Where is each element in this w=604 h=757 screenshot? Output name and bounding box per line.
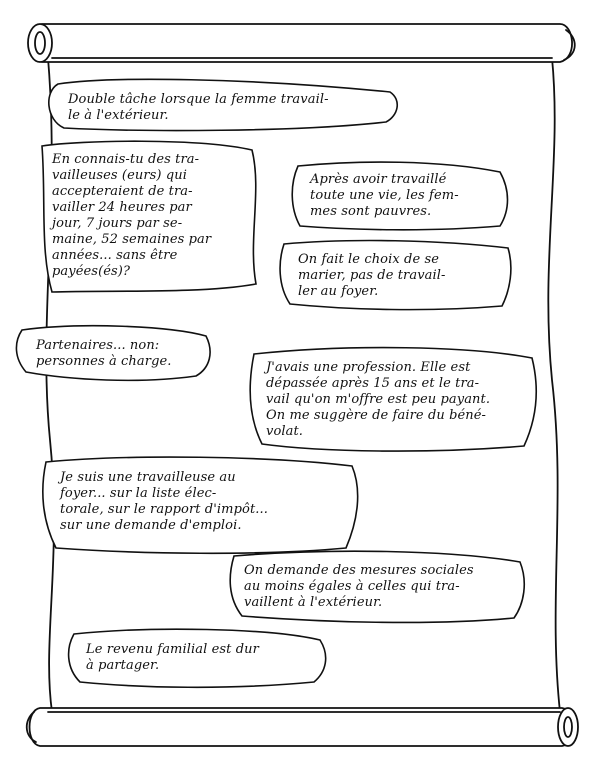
bubble-apres-avoir: Après avoir travaillé toute une vie, les fem- mes sont pauvres. xyxy=(310,172,459,219)
bubble-double-tache: Double tâche lorsque la femme travail- le à l'extérieur. xyxy=(68,92,329,123)
bubble-partenaires: Partenaires... non: personnes à charge. xyxy=(36,338,172,369)
bubble-en-connais-tu: En connais-tu des tra- vailleuses (eurs) qui accepteraient de tra- vailler 24 heures par jour, 7 jours par se- maine, 52 semaines par années... sans être payées(és)? xyxy=(52,152,212,279)
bottom-roll xyxy=(27,708,578,746)
bubble-mesures-sociales: On demande des mesures sociales au moins égales à celles qui tra- vaillent à l'extérieur. xyxy=(244,563,474,610)
top-roll xyxy=(28,24,575,62)
bubble-revenu-familial: Le revenu familial est dur à partager. xyxy=(86,642,259,673)
bubble-choix-marier: On fait le choix de se marier, pas de travail- ler au foyer. xyxy=(298,252,446,299)
bubble-travailleuse-foyer: Je suis une travailleuse au foyer... sur la liste élec- torale, sur le rapport d'impôt... sur une demande d'emploi. xyxy=(60,470,268,533)
bubble-profession: J'avais une profession. Elle est dépassée après 15 ans et le tra- vail qu'on m'offre est peu payant. On me suggère de faire du béné- volat. xyxy=(266,360,491,439)
